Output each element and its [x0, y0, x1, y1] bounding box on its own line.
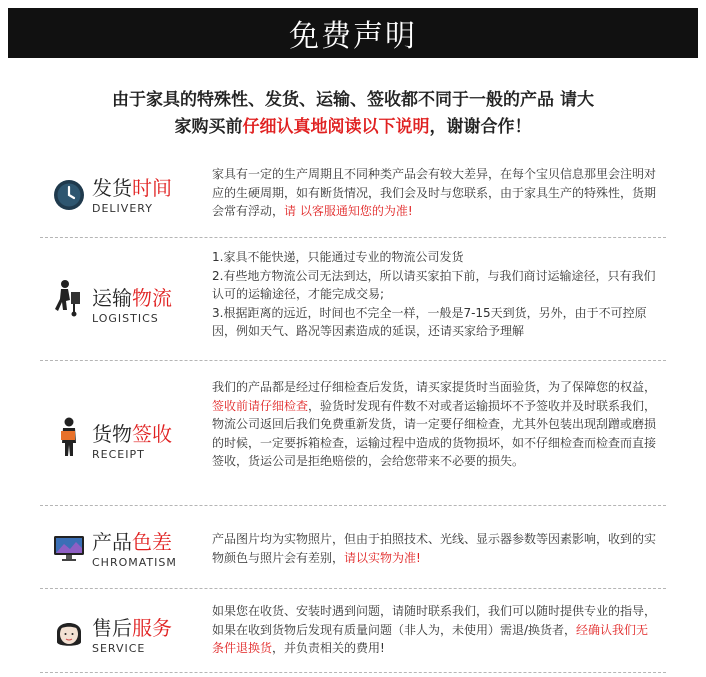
intro-line-2-end: ，谢谢合作！	[429, 117, 532, 137]
logistics-title	[92, 286, 212, 325]
receipt-note: 签收前请仔细检查	[212, 398, 309, 413]
chromatism-text: 产品图片均为实物照片，但由于拍照技术、光线、显示器参数等因素影响，收到的实物颜色与照片会有差别，	[212, 532, 657, 565]
delivery-description	[212, 165, 660, 221]
receipt-text-2: ，验货时发现有件数不对或者运输损坏不予签收并及时联系我们，物流公司返回后我们免费重新发货，请一定要仔细检查，尤其外包装出现刮蹭或磨损的时候，一定要拆箱检查，运输过程中造成的货物损坏，如不仔细检查而检查而直接签收，货运公司是拒绝赔偿的，会给您带来不必要的损失。	[212, 398, 657, 468]
intro-line-1: 由于家具的特殊性、发货、运输、签收都不同于一般的产品 请大	[112, 90, 594, 110]
clock-icon	[52, 178, 86, 212]
logistics-subtitle: LOGISTICS	[92, 312, 159, 325]
divider	[40, 672, 666, 673]
delivery-text: 家具有一定的生产周期且不同种类产品会有较大差异，在每个宝贝信息那里会注明对应的生硬周期，如有断货情况，我们会及时与您联系，由于家具生产的特殊性，货期会常有浮动，	[212, 167, 657, 218]
service-title-accent: 服务	[132, 616, 172, 640]
service-subtitle: SERVICE	[92, 642, 146, 655]
receipt-description	[212, 378, 660, 471]
service-description	[212, 602, 660, 658]
logistics-item-1: 1.家具不能快递，只能通过专业的物流公司发货	[212, 250, 464, 264]
logistics-item-2: 2.有些地方物流公司无法到达，所以请买家拍下前，与我们商讨运输途径，只有我们认可的运输途径，才能完成交易;	[212, 268, 656, 301]
chromatism-subtitle: CHROMATISM	[92, 556, 177, 569]
section-chromatism	[40, 518, 666, 582]
service-text-end: ，并负责相关的费用!	[272, 641, 385, 655]
delivery-man-icon	[52, 278, 86, 318]
receipt-person-icon	[52, 416, 86, 458]
divider	[40, 505, 666, 506]
banner	[8, 8, 698, 58]
receipt-title-accent: 签收	[132, 422, 172, 446]
intro-line-2	[40, 114, 666, 141]
receipt-title	[92, 422, 212, 461]
receipt-text-1: 我们的产品都是经过仔细检查后发货，请买家提货时当面验货，为了保障您的权益，	[212, 380, 657, 394]
service-title-main: 售后	[92, 616, 132, 640]
receipt-subtitle: RECEIPT	[92, 448, 145, 461]
divider	[40, 237, 666, 238]
receipt-title-main: 货物	[92, 422, 132, 446]
delivery-title	[92, 176, 212, 215]
chromatism-title-main: 产品	[92, 530, 132, 554]
headset-service-icon	[52, 614, 86, 650]
chromatism-title-accent: 色差	[132, 530, 172, 554]
chromatism-title	[92, 530, 212, 569]
service-note: 经确认我们无条件退换货	[212, 622, 649, 655]
delivery-title-accent: 时间	[132, 176, 172, 200]
chromatism-description	[212, 530, 660, 567]
section-service	[40, 598, 666, 668]
logistics-title-main: 运输	[92, 286, 132, 310]
chromatism-note: 请以实物为准!	[344, 550, 421, 565]
intro-line-2-start: 家购买前	[174, 117, 243, 137]
logistics-title-accent: 物流	[132, 286, 172, 310]
intro-text	[40, 87, 666, 141]
logistics-item-3: 3.根据距离的远近，时间也不完全一样，一般是7-15天到货，另外，由于不可控原因，例如天气、路况等因素造成的延误，还请买家给予理解	[212, 305, 647, 338]
monitor-icon	[52, 534, 86, 564]
service-text: 如果您在收货、安装时遇到问题，请随时联系我们，我们可以随时提供专业的指导，如果在收到货物后发现有质量问题（非人为，未使用）需退/换货者，	[212, 604, 657, 637]
logistics-description	[212, 248, 660, 341]
intro-highlight: 仔细认真地阅读以下说明	[242, 117, 430, 137]
divider	[40, 588, 666, 589]
delivery-subtitle: DELIVERY	[92, 202, 153, 215]
service-title	[92, 616, 212, 655]
section-receipt	[40, 376, 666, 500]
delivery-note: 请 以客服通知您的为准!	[284, 204, 413, 218]
divider	[40, 360, 666, 361]
banner-title: 免费声明	[289, 19, 417, 54]
section-logistics	[40, 246, 666, 350]
section-delivery	[40, 160, 666, 232]
delivery-title-main: 发货	[92, 176, 132, 200]
